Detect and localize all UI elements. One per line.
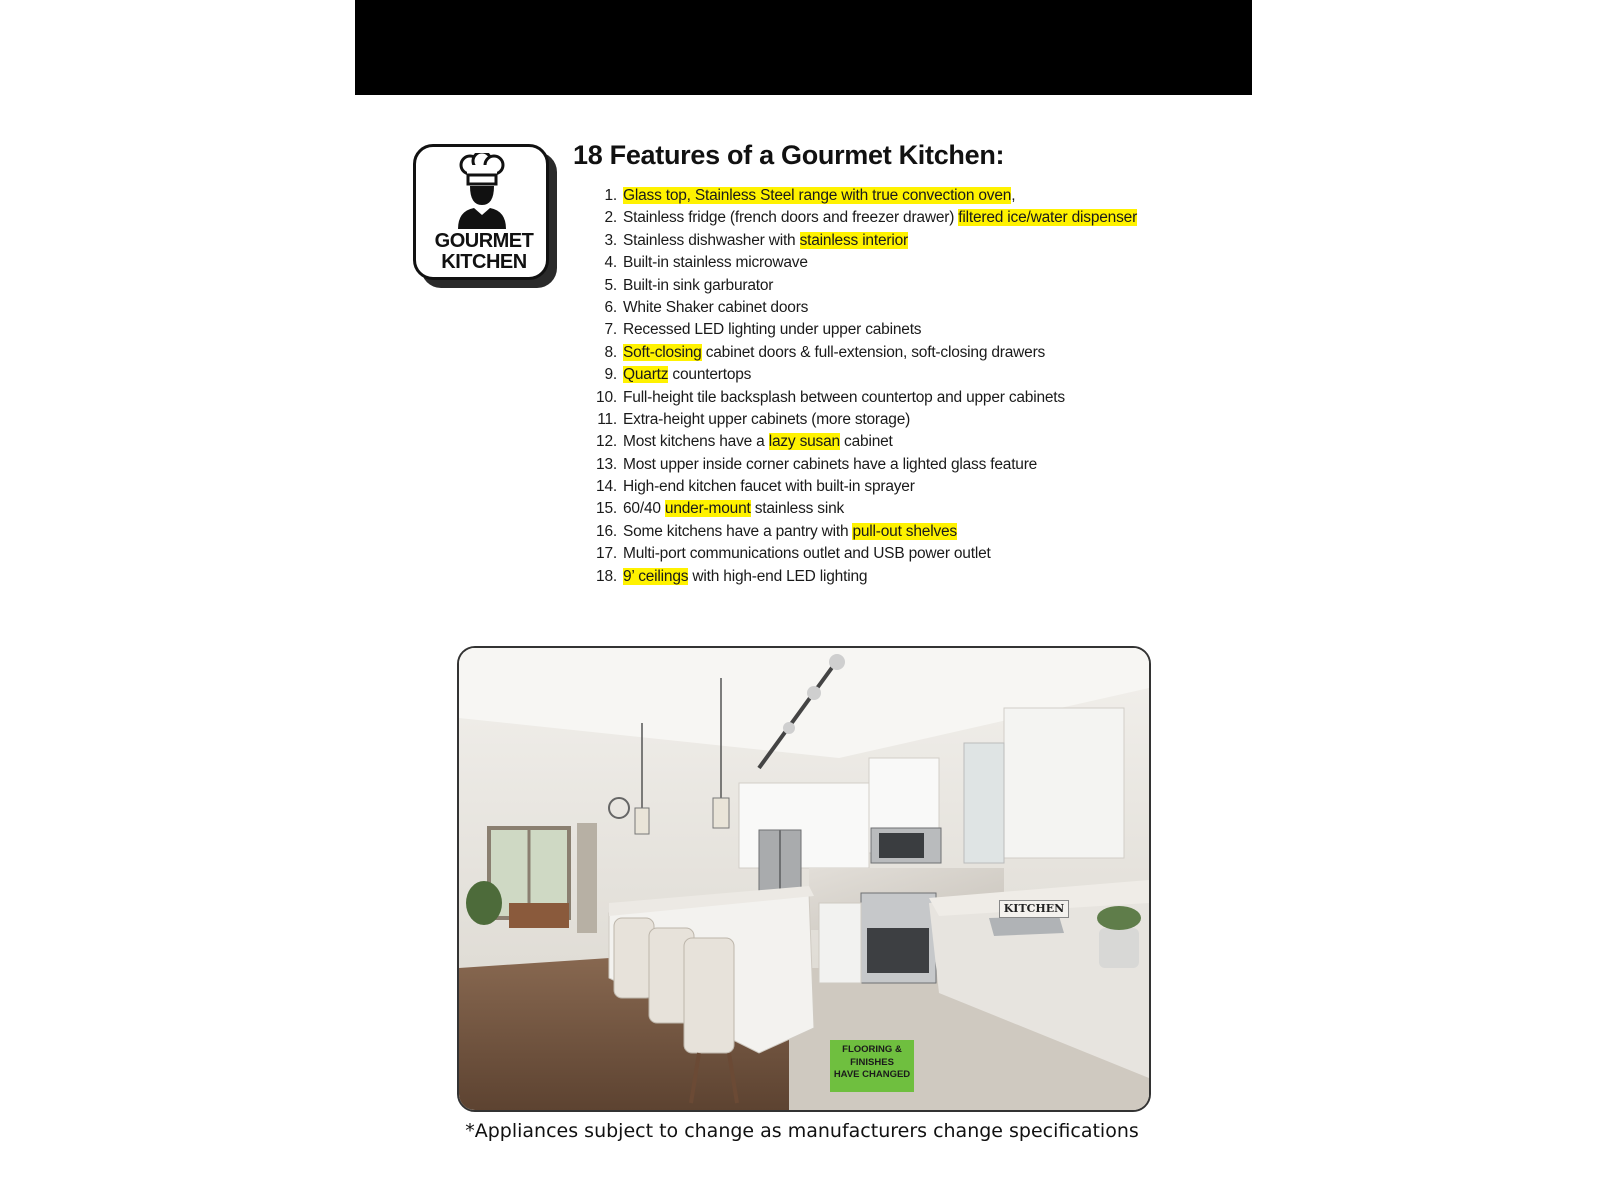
feature-item — [585, 207, 1137, 229]
flooring-note-line3: HAVE CHANGED — [833, 1069, 911, 1080]
feature-text: Recessed LED lighting under upper cabinets — [623, 321, 922, 339]
feature-text: Most kitchens have a — [623, 433, 769, 451]
feature-text-highlighted: pull-out shelves — [852, 522, 957, 540]
feature-text: stainless sink — [750, 500, 845, 518]
feature-text: Stainless fridge (french doors and freezer drawer) — [623, 209, 959, 227]
feature-item — [585, 566, 1137, 588]
feature-number: 4. — [604, 254, 617, 272]
feature-text: , — [1011, 187, 1016, 204]
feature-number: 14. — [596, 478, 617, 496]
feature-number: 13. — [596, 455, 617, 473]
feature-item — [585, 543, 1137, 565]
kitchen-scene-illustration — [459, 648, 1149, 1110]
flooring-note-line2: FINISHES — [850, 1056, 894, 1068]
feature-number: 6. — [604, 298, 617, 316]
feature-text: White Shaker cabinet doors — [623, 298, 809, 316]
feature-number: 3. — [604, 231, 617, 249]
feature-item — [585, 297, 1137, 319]
feature-item — [585, 252, 1137, 274]
feature-item — [585, 319, 1137, 341]
badge-frame — [413, 144, 549, 280]
feature-item — [585, 476, 1137, 498]
badge-label-line1: GOURMET — [434, 230, 534, 252]
feature-text-highlighted: Quartz — [623, 366, 669, 384]
feature-text: countertops — [668, 366, 752, 384]
feature-text-highlighted: under-mount — [664, 500, 751, 518]
feature-text: cabinet — [839, 433, 893, 451]
feature-text: Built-in sink garburator — [623, 276, 774, 294]
feature-number: 16. — [596, 522, 617, 540]
feature-text-highlighted: 9’ ceilings — [623, 567, 689, 585]
feature-item — [585, 185, 1137, 207]
feature-number: 5. — [604, 276, 617, 294]
feature-number: 10. — [596, 388, 617, 406]
feature-item — [585, 409, 1137, 431]
feature-item — [585, 364, 1137, 386]
feature-text: cabinet doors & full-extension, soft-closing drawers — [701, 343, 1046, 361]
gourmet-kitchen-badge — [413, 144, 555, 286]
top-black-bar — [355, 0, 1252, 95]
feature-text: Some kitchens have a pantry with — [623, 522, 853, 540]
feature-text-highlighted: stainless interior — [799, 231, 908, 249]
feature-text: High-end kitchen faucet with built-in sprayer — [623, 478, 915, 496]
feature-text-highlighted: Soft-closing — [623, 343, 702, 361]
flooring-note-line1: FLOORING & — [842, 1044, 902, 1055]
feature-number: 15. — [596, 500, 617, 518]
feature-number: 2. — [604, 209, 617, 227]
kitchen-photo — [457, 646, 1151, 1112]
feature-item — [585, 454, 1137, 476]
feature-text-highlighted: lazy susan — [768, 433, 840, 451]
feature-text-highlighted: filtered ice/water dispenser — [958, 209, 1138, 227]
page-title: 18 Features of a Gourmet Kitchen: — [573, 140, 1005, 170]
feature-number: 18. — [596, 567, 617, 585]
feature-text: Stainless dishwasher with — [623, 231, 800, 249]
feature-text: Full-height tile backsplash between countertop and upper cabinets — [623, 388, 1065, 406]
feature-text: Extra-height upper cabinets (more storage) — [623, 410, 911, 428]
feature-item — [585, 431, 1137, 453]
feature-list — [585, 185, 1137, 588]
feature-item — [585, 387, 1137, 409]
feature-text-highlighted: Glass top, Stainless Steel range with true convection oven — [623, 187, 1012, 204]
badge-label-line2: KITCHEN — [441, 251, 527, 273]
feature-text: Most upper inside corner cabinets have a lighted glass feature — [623, 455, 1038, 473]
feature-number: 11. — [597, 410, 617, 428]
feature-number: 9. — [604, 366, 617, 384]
badge-label — [416, 231, 552, 273]
feature-number: 8. — [604, 343, 617, 361]
feature-number: 1. — [604, 187, 617, 204]
feature-item — [585, 521, 1137, 543]
feature-number: 12. — [596, 433, 617, 451]
feature-item — [585, 230, 1137, 252]
feature-item — [585, 342, 1137, 364]
feature-text: 60/40 — [623, 500, 665, 518]
feature-text: Multi-port communications outlet and USB power outlet — [623, 545, 991, 563]
feature-number: 7. — [604, 321, 617, 339]
feature-text: Built-in stainless microwave — [623, 254, 808, 272]
feature-text: with high-end LED lighting — [688, 567, 868, 585]
feature-number: 17. — [596, 545, 617, 563]
flooring-note-badge — [830, 1040, 914, 1092]
feature-item — [585, 498, 1137, 520]
appliance-footnote: *Appliances subject to change as manufacturers change specifications — [465, 1120, 1139, 1142]
feature-item — [585, 275, 1137, 297]
kitchen-sign: KITCHEN — [999, 900, 1069, 918]
chef-icon — [454, 153, 510, 231]
